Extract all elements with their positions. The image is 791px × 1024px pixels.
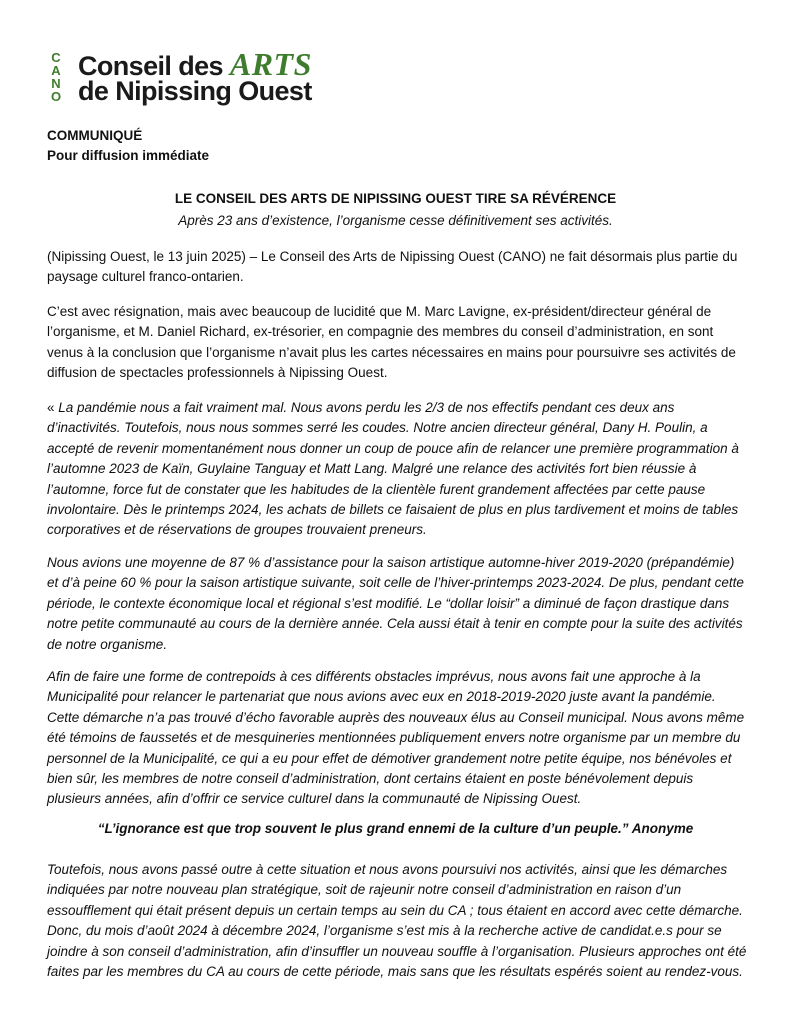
logo-cano-letter: O	[50, 89, 62, 104]
logo-line-2: de Nipissing Ouest	[78, 76, 312, 106]
pandemic-quote-text: La pandémie nous a fait vraiment mal. Nous avons perdu les 2/3 de nos effectifs pendant ces deux ans d’inactivités. Toutefois, nous nous sommes serré les coudes. Notre ancien directeur général, Dany H. Poulin, a accepté de revenir momentanément nous donner un coup de pouce afin de relancer une première programmation à l’automne 2023 de Kaïn, Guylaine Tanguay et Matt Lang. Malgré une relance des activités fort bien réussie à l’automne, force fut de constater que les habitudes de la clientèle furent grandement affectées par cette pause involontaire. Dès le printemps 2024, les achats de billets ce faisaient de plus en plus tardivement et moins de tables corporatives et de réservations de groupes trouvaient preneurs.	[47, 400, 739, 538]
paragraph-pandemic-quote	[47, 398, 747, 541]
quote-open-mark: «	[47, 400, 59, 415]
logo-cano-letter: C	[51, 50, 61, 65]
release-header	[47, 126, 209, 166]
logo-cano-letter: N	[51, 76, 61, 91]
paragraph-municipality: Afin de faire une forme de contrepoids à ces différents obstacles imprévus, nous avons fait une approche à la Municipalité pour relancer le partenariat que nous avions avec eux en 2018-2019-2020 juste avant la pandémie. Cette démarche n’a pas trouvé d’écho favorable auprès des nouveaux élus au Conseil municipal. Nous avons même été témoins de faussetés et de mesquineries mentionnées publiquement envers notre organisme par un membre du personnel de la Municipalité, ce qui a eu pour effet de démotiver grandement notre petite équipe, nos bénévoles et bien sûr, les membres de notre conseil d’administration, dont certains étaient en poste bénévolement depuis plusieurs années, afin d’offrir ce service culturel dans la communauté de Nipissing Ouest.	[47, 669, 745, 807]
paragraph-attendance: Nous avions une moyenne de 87 % d’assistance pour la saison artistique automne-hiver 2019-2020 (prépandémie) et d’à peine 60 % pour la saison artistique suivante, soit celle de l’hiver-printemps 2023-2024. De plus, pendant cette période, le contexte économique local et régional s’est modifié. Le “dollar loisir” a diminué de façon drastique dans notre petite communauté au cours de la dernière année. Cela aussi était à tenir en compte pour la suite des activités de notre organisme.	[47, 555, 744, 652]
logo-text-arts: ARTS	[229, 46, 312, 82]
subheadline: Après 23 ans d’existence, l’organisme cesse définitivement ses activités.	[178, 213, 613, 228]
headline: LE CONSEIL DES ARTS DE NIPISSING OUEST TIRE SA RÉVÉRENCE	[174, 191, 617, 206]
cano-logo	[49, 46, 312, 107]
logo-text-conseil-des: Conseil des	[78, 51, 223, 81]
paragraph-recruitment: Toutefois, nous avons passé outre à cette situation et nous avons poursuivi nos activités, ainsi que les démarches indiquées par notre nouveau plan stratégique, soit de rajeunir notre conseil d’administration en raison d’un essoufflement qui était présent depuis un certain temps au sein du CA ; tous étaient en accord avec cette démarche. Donc, du mois d’août 2024 à décembre 2024, l’organisme s’est mis à la recherche active de candidat.e.s pour se joindre à son conseil d’administration, afin d’insuffler un nouveau souffle à l’organisation. Plusieurs approches ont été faites par les membres du CA au cours de cette période, mais sans que les résultats espérés soient au rendez-vous.	[47, 862, 747, 980]
paragraph-intro: (Nipissing Ouest, le 13 juin 2025) – Le Conseil des Arts de Nipissing Ouest (CANO) ne fait désormais plus partie du paysage culturel franco-ontarien.	[47, 249, 738, 285]
logo-cano-letter: A	[51, 63, 61, 78]
paragraph-resignation: C’est avec résignation, mais avec beaucoup de lucidité que M. Marc Lavigne, ex-président/directeur général de l’organisme, et M. Daniel Richard, ex-trésorier, en compagnie des membres du conseil d’administration, en sont venus à la conclusion que l’organisme n’avait plus les cartes nécessaires en mains pour poursuivre ses activités de diffusion de spectacles professionnels à Nipissing Ouest.	[47, 304, 736, 381]
diffusion-label: Pour diffusion immédiate	[47, 148, 210, 163]
pull-quote: “L’ignorance est que trop souvent le plus grand ennemi de la culture d’un peuple.” Anonyme	[97, 821, 694, 836]
logo-cano-vertical	[49, 51, 63, 103]
communique-label: COMMUNIQUÉ	[47, 128, 143, 143]
